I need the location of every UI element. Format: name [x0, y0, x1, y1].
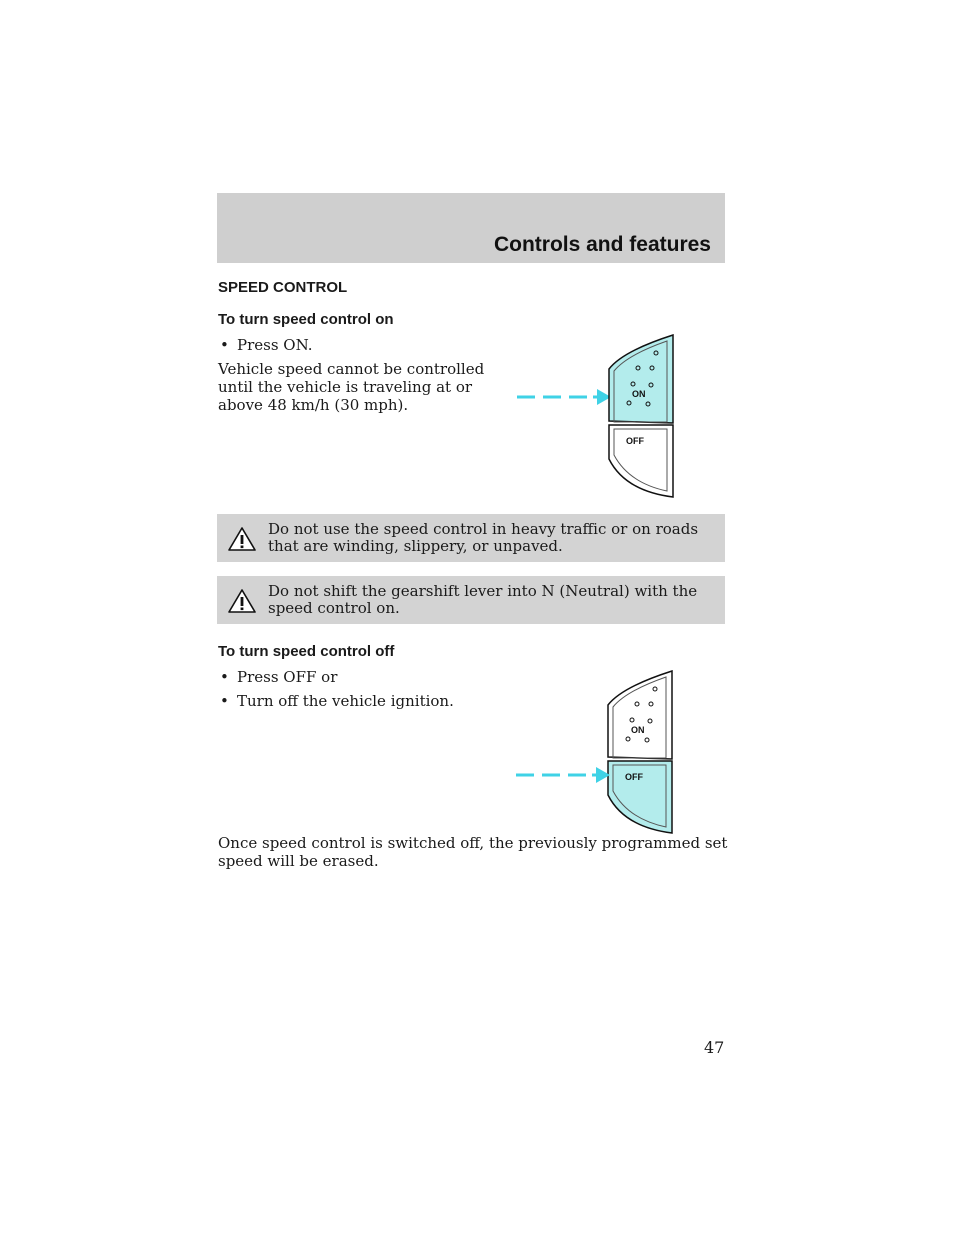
warning-text: Do not shift the gearshift lever into N (Neutral) with the speed control on.: [268, 582, 698, 617]
dashed-arrow-icon: [516, 767, 610, 783]
warning-text: Do not use the speed control in heavy traffic or on roads that are winding, slippery, or unpaved.: [268, 520, 699, 555]
bullet-icon: •: [220, 692, 229, 710]
subheading-turn-off: To turn speed control off: [218, 643, 395, 660]
off-label: OFF: [626, 436, 644, 446]
page-number: 47: [704, 1038, 725, 1057]
on-button: [608, 671, 672, 759]
on-button: [609, 335, 673, 423]
on-label: ON: [632, 389, 646, 399]
bullet-icon: •: [220, 668, 229, 686]
dashed-arrow-icon: [517, 389, 611, 405]
bullet-icon: •: [220, 336, 229, 354]
header-title: Controls and features: [493, 233, 711, 256]
warning-triangle-icon: [227, 588, 257, 614]
paragraph-erase-note: Once speed control is switched off, the previously programmed set speed will be erased.: [218, 834, 728, 870]
warning-triangle-icon: [227, 526, 257, 552]
header-band: [217, 193, 725, 263]
bullet-text: Press ON.: [237, 336, 313, 354]
bullet-item: [220, 668, 337, 686]
section-title: SPEED CONTROL: [218, 279, 348, 296]
warning-box: [217, 514, 725, 562]
bullet-text: Turn off the vehicle ignition.: [237, 692, 454, 710]
off-label: OFF: [625, 772, 643, 782]
speed-control-figure-off: [514, 669, 676, 839]
bullet-item: [220, 692, 454, 710]
warning-box: [217, 576, 725, 624]
bullet-item: [220, 336, 313, 354]
bullet-text: Press OFF or: [237, 668, 338, 686]
on-label: ON: [631, 725, 645, 735]
paragraph-speed-threshold: Vehicle speed cannot be controlled until the vehicle is traveling at or above 48 km/h (30 mph).: [218, 360, 485, 414]
speed-control-figure-on: [515, 333, 675, 498]
subheading-turn-on: To turn speed control on: [218, 311, 394, 328]
